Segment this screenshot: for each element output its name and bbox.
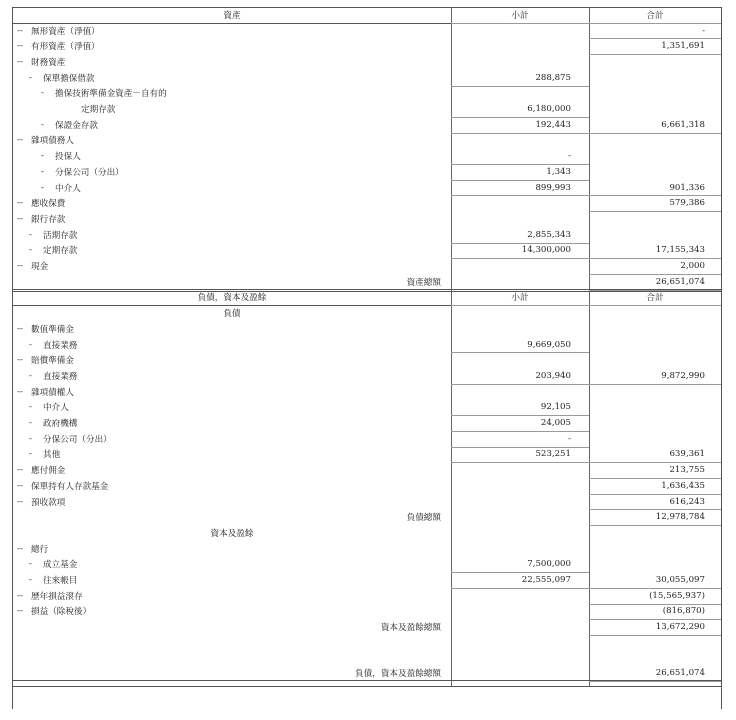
asset-row-text: 投保人 (55, 152, 81, 163)
asset-row-text: 現金 (31, 262, 49, 273)
assets-header-label: 資產 (223, 10, 241, 21)
rule-line (589, 635, 721, 636)
asset-row-subtotal: 6,180,000 (527, 104, 571, 115)
capital-row-label (13, 604, 451, 620)
asset-row-subtotal (451, 38, 589, 54)
liability-row-dash: -- (17, 480, 23, 491)
asset-row (13, 38, 721, 54)
liabilities-total-label: 負債總額 (406, 513, 441, 524)
liability-row-label (13, 321, 451, 337)
capital-row-subtotal (451, 604, 589, 620)
liability-row-total (589, 384, 721, 400)
liability-row-total: 1,636,435 (661, 480, 705, 491)
liability-row-total: 616,243 (669, 496, 705, 507)
asset-row-label (13, 23, 451, 39)
asset-row-label (13, 38, 451, 54)
liability-row-dash: -- (17, 496, 23, 507)
asset-row-text: 無形資產（淨值） (31, 26, 100, 37)
liability-row-total (589, 431, 721, 447)
liabilities-total-row (13, 509, 721, 525)
asset-row-text: 保證金存款 (55, 120, 98, 131)
liability-row-text: 中介人 (43, 403, 69, 414)
asset-row-subtotal (451, 195, 589, 211)
asset-row (13, 23, 721, 39)
liability-row (13, 494, 721, 510)
liability-row (13, 478, 721, 494)
liability-row-subtotal: 92,105 (540, 402, 571, 413)
liability-row-label (13, 337, 451, 353)
asset-row-text: 保單擔保借款 (43, 73, 95, 84)
liability-row-label (13, 462, 451, 478)
capital-row-label (13, 572, 451, 588)
asset-row (13, 70, 721, 86)
capital-row-text: 往來帳目 (43, 576, 78, 587)
liability-row-dash: -- (17, 355, 23, 366)
assets-total-row (13, 274, 721, 290)
asset-row-label (13, 54, 451, 70)
capital-total-value: 13,672,290 (655, 622, 705, 633)
liability-row-subtotal: 523,251 (535, 449, 571, 460)
liability-row (13, 352, 721, 368)
liability-row-subtotal (451, 321, 589, 337)
asset-row-dash: - (41, 88, 44, 99)
asset-row-label (13, 101, 451, 117)
asset-row-dash: -- (17, 56, 23, 67)
liability-row (13, 415, 721, 431)
capital-row (13, 588, 721, 604)
capital-row-subtotal (451, 588, 589, 604)
liability-row-total: 9,872,990 (661, 370, 705, 381)
asset-row-text: 定期存款 (43, 246, 78, 257)
capital-row-subtotal: 22,555,097 (521, 575, 571, 586)
asset-row-text: 活期存款 (43, 230, 78, 241)
liability-row-subtotal (451, 384, 589, 400)
capital-row-label (13, 541, 451, 557)
asset-row-dash: - (29, 72, 32, 83)
liabilities-title-row (13, 305, 721, 321)
asset-row (13, 243, 721, 259)
assets-total-label: 資產總額 (406, 277, 441, 288)
asset-row-total (589, 133, 721, 149)
liability-row-text: 分保公司（分出） (43, 434, 112, 445)
asset-row-total (589, 164, 721, 180)
capital-row (13, 557, 721, 573)
asset-row-dash: -- (17, 41, 23, 52)
capital-row-total: (816,870) (662, 606, 705, 617)
liability-row-label (13, 352, 451, 368)
asset-row (13, 148, 721, 164)
liability-row-label (13, 400, 451, 416)
asset-row-label (13, 70, 451, 86)
liabilities-header-total: 合計 (646, 293, 664, 304)
asset-row-text: 雜項債務人 (31, 136, 74, 147)
liability-row-text: 預收款項 (31, 497, 66, 508)
liability-row-total (589, 415, 721, 431)
capital-row-label (13, 588, 451, 604)
asset-row (13, 180, 721, 196)
asset-row-label (13, 164, 451, 180)
liability-row-label (13, 384, 451, 400)
capital-row (13, 572, 721, 588)
asset-row-dash: - (29, 245, 32, 256)
asset-row (13, 227, 721, 243)
asset-row-total: 17,155,343 (655, 245, 705, 256)
asset-row-text: 中介人 (55, 183, 81, 194)
liabilities-header-label: 負債，資本及盈餘 (197, 293, 267, 304)
asset-row-subtotal (451, 211, 589, 227)
rule-line (589, 681, 721, 682)
capital-row-total (589, 557, 721, 573)
liability-row-subtotal (451, 352, 589, 368)
capital-row (13, 541, 721, 557)
liability-row-subtotal: 9,669,050 (527, 339, 571, 350)
asset-row-total: 1,351,691 (661, 41, 705, 52)
asset-row-dash: -- (17, 25, 23, 36)
asset-row-dash: - (29, 229, 32, 240)
liability-row-text: 數值準備金 (31, 324, 74, 335)
asset-row-text: 定期存款 (81, 105, 116, 116)
liability-row-dash: - (29, 339, 32, 350)
liability-row-dash: - (29, 370, 32, 381)
capital-row-total: (15,565,937) (649, 590, 705, 601)
liabilities-header-subtotal: 小計 (511, 293, 529, 304)
capital-row-label (13, 557, 451, 573)
liabilities-total-value: 12,978,784 (655, 512, 705, 523)
liability-row (13, 431, 721, 447)
asset-row-total: 901,336 (669, 182, 705, 193)
asset-row-label (13, 211, 451, 227)
liability-row-label (13, 478, 451, 494)
liability-row-dash: - (29, 402, 32, 413)
asset-row (13, 54, 721, 70)
asset-row-total (589, 70, 721, 86)
liability-row (13, 321, 721, 337)
capital-row-dash: - (29, 559, 32, 570)
asset-row-dash: - (41, 119, 44, 130)
asset-row-total (589, 211, 721, 227)
liability-row-label (13, 431, 451, 447)
asset-row-dash: -- (17, 261, 23, 272)
balance-sheet (12, 7, 722, 709)
liability-row-text: 保單持有人存款基金 (31, 481, 109, 492)
asset-row-label (13, 180, 451, 196)
asset-row-text: 應收保費 (31, 199, 66, 210)
asset-row-label (13, 86, 451, 102)
grand-total-row (13, 665, 721, 681)
liability-row-subtotal (451, 494, 589, 510)
asset-row (13, 211, 721, 227)
asset-row-dash: - (41, 151, 44, 162)
liability-row-dash: - (29, 449, 32, 460)
liability-row-subtotal (451, 478, 589, 494)
asset-row-subtotal: 899,993 (535, 182, 571, 193)
asset-row-subtotal: 1,343 (546, 166, 571, 177)
assets-total-subtotal (451, 274, 589, 290)
liability-row-subtotal (451, 462, 589, 478)
capital-row-subtotal (451, 541, 589, 557)
liability-row-text: 直接業務 (43, 340, 78, 351)
capital-row-total: 30,055,097 (655, 575, 705, 586)
liability-row-subtotal: 203,940 (535, 370, 571, 381)
asset-row-label (13, 133, 451, 149)
liability-row-total (589, 400, 721, 416)
liabilities-title: 負債 (223, 309, 241, 320)
asset-row-label (13, 117, 451, 133)
asset-row-subtotal (451, 258, 589, 274)
capital-total-row (13, 619, 721, 635)
asset-row-text: 財務資產 (31, 57, 66, 68)
capital-row-dash: -- (17, 543, 23, 554)
liability-row-text: 雜項債權人 (31, 387, 74, 398)
capital-total-label: 資本及盈餘總額 (380, 623, 441, 634)
asset-row-total: 6,661,318 (661, 119, 705, 130)
asset-row-label (13, 258, 451, 274)
asset-row-label (13, 243, 451, 259)
liability-row (13, 384, 721, 400)
assets-header-subtotal: 小計 (511, 10, 529, 21)
grand-total-value: 26,651,074 (655, 667, 705, 678)
liability-row-dash: - (29, 418, 32, 429)
liability-row-subtotal: 24,005 (540, 418, 571, 429)
asset-row-total (589, 86, 721, 102)
liability-row-dash: -- (17, 323, 23, 334)
liability-row (13, 400, 721, 416)
liability-row-total: 213,755 (669, 465, 705, 476)
asset-row-total (589, 148, 721, 164)
asset-row-total: 579,386 (669, 198, 705, 209)
asset-row-dash: -- (17, 213, 23, 224)
asset-row (13, 258, 721, 274)
capital-row-text: 損益（除稅後） (31, 607, 92, 618)
capital-row-dash: -- (17, 606, 23, 617)
liability-row-text: 應付佣金 (31, 466, 66, 477)
liability-row-label (13, 447, 451, 463)
asset-row-subtotal (451, 54, 589, 70)
asset-row (13, 164, 721, 180)
asset-row-total: 2,000 (680, 261, 705, 272)
assets-header-row (13, 7, 721, 23)
liability-row-dash: - (29, 433, 32, 444)
asset-row-dash: -- (17, 135, 23, 146)
liabilities-header-row (13, 290, 721, 306)
liability-row-label (13, 494, 451, 510)
asset-row-subtotal: 2,855,343 (527, 229, 571, 240)
liability-row-text: 直接業務 (43, 371, 78, 382)
asset-row-label (13, 148, 451, 164)
liability-row-text: 賠償準備金 (31, 356, 74, 367)
liability-row-total: 639,361 (669, 449, 705, 460)
asset-row-total (589, 101, 721, 117)
asset-row (13, 86, 721, 102)
liability-row-text: 政府機構 (43, 419, 78, 430)
liability-row-label (13, 368, 451, 384)
capital-row-total (589, 541, 721, 557)
rule-line (13, 686, 721, 687)
asset-row-text: 分保公司（分出） (55, 167, 124, 178)
capital-row-text: 總行 (31, 544, 49, 555)
asset-row-subtotal (451, 86, 589, 102)
capital-row (13, 604, 721, 620)
capital-row-text: 歷年損益滾存 (31, 591, 83, 602)
asset-row (13, 117, 721, 133)
capital-row-dash: - (29, 575, 32, 586)
asset-row-text: 有形資產（淨值） (31, 42, 100, 53)
liability-row-total (589, 352, 721, 368)
asset-row-subtotal (451, 23, 589, 39)
liability-row-text: 其他 (43, 450, 61, 461)
liability-row-total (589, 337, 721, 353)
capital-title-row (13, 525, 721, 541)
liability-row (13, 462, 721, 478)
liability-row (13, 337, 721, 353)
capital-title: 資本及盈餘 (210, 528, 254, 539)
liability-row-total (589, 321, 721, 337)
asset-row-label (13, 227, 451, 243)
asset-row-text: 擔保技術準備金資產－自有的 (55, 89, 167, 100)
asset-row-text: 銀行存款 (31, 214, 66, 225)
asset-row-subtotal: 288,875 (535, 72, 571, 83)
asset-row-subtotal: 14,300,000 (521, 245, 571, 256)
assets-total-value: 26,651,074 (655, 276, 705, 287)
asset-row (13, 133, 721, 149)
asset-row-total (589, 227, 721, 243)
asset-row-total: - (702, 25, 705, 36)
capital-row-dash: -- (17, 590, 23, 601)
asset-row-label (13, 195, 451, 211)
liability-row (13, 447, 721, 463)
liability-row-dash: -- (17, 386, 23, 397)
asset-row (13, 195, 721, 211)
liability-row (13, 368, 721, 384)
assets-header-total: 合計 (646, 10, 664, 21)
asset-row-total (589, 54, 721, 70)
liability-row-label (13, 415, 451, 431)
asset-row (13, 101, 721, 117)
capital-row-text: 成立基金 (43, 560, 78, 571)
asset-row-dash: - (41, 166, 44, 177)
liability-row-dash: -- (17, 465, 23, 476)
asset-row-dash: - (41, 182, 44, 193)
asset-row-subtotal: 192,443 (535, 119, 571, 130)
asset-row-dash: -- (17, 198, 23, 209)
asset-row-subtotal (451, 133, 589, 149)
liability-row-subtotal: - (568, 433, 571, 444)
capital-row-subtotal: 7,500,000 (527, 559, 571, 570)
grand-total-label: 負債，資本及盈餘總額 (355, 668, 441, 679)
asset-row-subtotal: - (568, 151, 571, 162)
